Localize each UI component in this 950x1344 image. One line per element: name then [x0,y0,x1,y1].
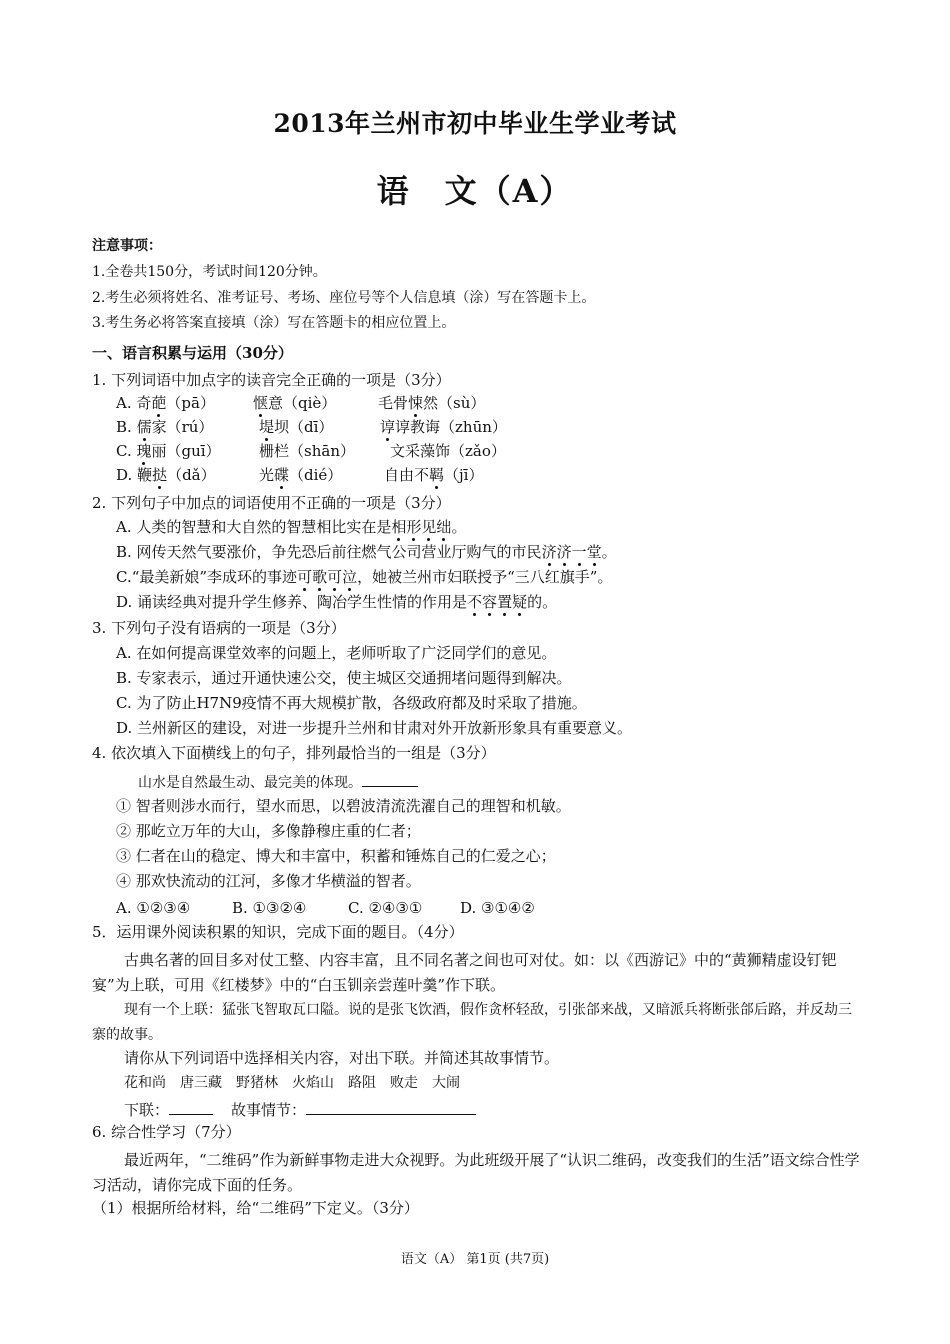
dotted-char: 济 [541,543,557,561]
notice-heading: 注意事项： [92,238,162,254]
option-text: 。 [451,518,467,536]
choice-row [116,898,535,918]
option-row [116,441,221,461]
pinyin: 意（qiè） [268,394,337,412]
option-row [116,567,612,587]
dotted-phrase [391,518,451,536]
question-stem: 6. 综合性学习（7分） [92,1123,241,1141]
option-row [253,393,336,413]
dotted-char: 儒 [136,418,152,436]
dotted-char: 堤 [259,418,275,436]
notice-item: 2.考生必须将姓名、准考证号、考场、座位号等个人信息填（涂）写在答题卡上。 [92,290,596,306]
dotted-char: 疑 [512,593,528,611]
answer-blank[interactable] [362,770,418,787]
answer-blank[interactable] [169,1098,213,1115]
dotted-phrase [542,543,602,561]
pinyin: （jī） [444,466,484,484]
section-heading: 一、语言积累与运用（30分） [92,344,293,362]
exam-title: 2013年兰州市初中毕业生学业考试 [273,109,677,138]
lead-sentence [138,770,418,793]
notice-item: 1.全卷共150分，考试时间120分钟。 [92,264,327,280]
option-text: A. 人类的智慧和大自然的智慧相比实在是 [116,518,392,536]
word: 奇 [136,394,152,412]
instruction: 请你从下列词语中选择相关内容，对出下联。并简述其故事情节。 [124,1049,560,1067]
option-row [116,542,617,562]
pinyin: （pā） [166,394,215,412]
word: 自由不 [384,466,430,484]
choice: B. ①③②④ [232,899,307,917]
option-row [380,417,507,437]
pinyin: 坝（dī） [274,418,334,436]
pinyin: 文采藻饰（zǎo） [390,442,506,460]
option-row [390,441,506,461]
paragraph: 最近两年，“二维码”作为新鲜事物走进大众视野。为此班级开展了“认识二维码，改变我们的生活”语文综合性学习活动，请你完成下面的任务。 [92,1151,860,1194]
dotted-char: 可 [297,568,313,586]
sentence: ③ 仁者在山的稳定、博大和丰富中，积蓄和锤炼自己的仁爱之心； [116,847,556,865]
dotted-char: 相 [391,518,407,536]
notice-item: 3.考生务必将答案直接填（涂）写在答题卡的相应位置上。 [92,315,456,331]
paragraph: 现有一个上联：猛张飞智取瓦口隘。说的是张飞饮酒，假作贪杯轻敌，引张郃来战，又暗派兵将断张郃后路，并反劫三寨的故事。 [92,1002,852,1043]
option-text: A. 在如何提高课堂效率的问题上，老师听取了广泛同学们的意见。 [116,644,557,662]
option-row [116,592,557,612]
option-text: 的。 [527,593,558,611]
story-label: 故事情节： [231,1101,307,1119]
question-stem: 1. 下列词语中加点字的读音完全正确的一项是（3分） [92,371,451,389]
question-stem: 4. 依次填入下面横线上的句子，排列最恰当的一组是（3分） [92,744,496,762]
option-letter: C. [116,442,137,460]
option-letter: A. [116,394,137,412]
task: （1）根据所给材料，给“二维码”下定义。（3分） [92,1199,419,1217]
answer-blank[interactable] [306,1098,476,1115]
word-bank: 花和尚 唐三藏 野猪林 火焰山 路阻 败走 大闹 [124,1075,460,1091]
question-stem: 3. 下列句子没有语病的一项是（3分） [92,619,346,637]
dotted-char: 泣 [342,568,358,586]
option-text: 。 [601,543,617,561]
word: 光 [259,466,275,484]
dotted-char: 堂 [586,543,602,561]
dotted-char: 悚 [408,394,424,412]
dotted-phrase [467,593,527,611]
option-text: B. 网传天然气要涨价，争先恐后前往燃气公司营业厅购气的市民 [116,543,542,561]
dotted-char: 一 [571,543,587,561]
word: 毛骨 [378,394,409,412]
option-text: D. 兰州新区的建设，对进一步提升兰州和甘肃对外开放新形象具有重要意义。 [116,719,633,737]
dotted-char: 济 [556,543,572,561]
option-row [378,393,485,413]
dotted-char: 羁 [429,466,445,484]
option-row [259,417,333,437]
option-text: ，她被兰州市妇联授予“三八红旗手”。 [357,568,613,586]
option-row [384,465,483,485]
choice: A. ①②③④ [116,899,191,917]
choice: C. ②④③① [348,899,423,917]
option-row [116,393,215,413]
sentence: ① 智者则涉水而行，望水而思，以碧波清流洗濯自己的理智和机敏。 [116,797,571,815]
dotted-char: 谆 [380,418,396,436]
sentence: ② 那屹立万年的大山，多像静穆庄重的仁者； [116,822,421,840]
answer-label: 下联： [124,1101,170,1119]
pinyin: 丽（guī） [151,442,221,460]
option-text: B. 专家表示，通过开通快速公交，使主城区交通拥堵问题得到解决。 [116,669,572,687]
pinyin: shān） [304,442,355,460]
question-stem: 5．运用课外阅读积累的知识，完成下面的题目。（4分） [92,923,464,941]
pinyin: 然（sù） [423,394,486,412]
question-stem: 2. 下列句子中加点的词语使用不正确的一项是（3分） [92,494,451,512]
option-text: C.“最美新娘”李成环的事迹 [116,568,298,586]
sentence: ④ 那欢快流动的江河，多像才华横溢的智者。 [116,872,421,890]
option-row [116,465,216,485]
lead-text: 山水是自然最生动、最完美的体现。 [138,775,362,791]
dotted-char: 形 [406,518,422,536]
pinyin: 谆教诲（zhūn） [395,418,507,436]
answer-row [124,1098,476,1120]
dotted-char: 可 [327,568,343,586]
dotted-char: 碟 [274,466,290,484]
dotted-char: 歌 [312,568,328,586]
dotted-char: 见 [421,518,437,536]
option-row [259,441,355,461]
pinyin: 家（rú） [151,418,214,436]
option-letter: B. [116,418,137,436]
pinyin: （dǎ） [167,466,216,484]
option-text: C. 为了防止H7N9疫情不再大规模扩散，各级政府都及时采取了措施。 [116,694,587,712]
dotted-char: 葩 [151,394,167,412]
option-row [116,417,213,437]
dotted-char: 不 [467,593,483,611]
dotted-phrase [297,568,357,586]
dotted-char: 置 [497,593,513,611]
dotted-char: 容 [482,593,498,611]
pinyin: 栅栏（ [259,442,305,460]
paragraph: 古典名著的回目多对仗工整、内容丰富，且不同名著之间也可对仗。如：以《西游记》中的“黄狮精虚设钉钯宴”为上联，可用《红楼梦》中的“白玉钏亲尝莲叶羹”作下联。 [92,951,837,994]
pinyin: （dié） [289,466,343,484]
option-text: D. 诵读经典对提升学生修养、陶冶学生性情的作用是 [116,593,468,611]
dotted-char: 挞 [152,466,168,484]
choice: D. ③①④② [460,899,535,917]
option-row [259,465,342,485]
option-row [116,517,466,537]
page-footer: 语文（A） 第1页 (共7页) [400,1252,550,1267]
dotted-char: 绌 [436,518,452,536]
dotted-char: 瑰 [136,442,152,460]
dotted-char: 惬 [253,394,269,412]
exam-subtitle: 语 文（A） [376,172,574,210]
option-letter: D. [116,466,138,484]
word: 鞭 [137,466,153,484]
